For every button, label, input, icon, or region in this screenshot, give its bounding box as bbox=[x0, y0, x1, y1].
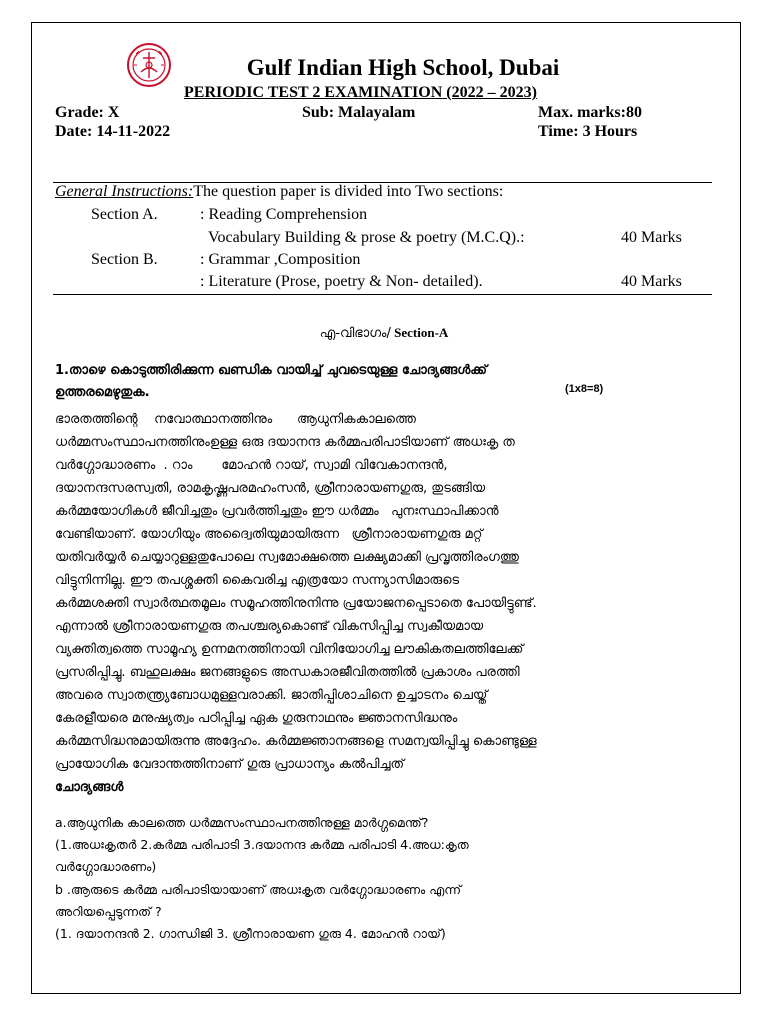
question-a-options: (1.അധഃകൃതർ 2.കർമ്മ പരിപാടി 3.ദയാനന്ദ കർമ്മ പരിപാടി 4.അധ:കൃത bbox=[55, 837, 469, 852]
passage-line: ധർമ്മസംസ്ഥാപനത്തിനുംഉള്ള ഒരു ദയാനന്ദ കർമ്മപരിപാടിയാണ് അധഃകൃ ത bbox=[55, 435, 515, 450]
exam-title: PERIODIC TEST 2 EXAMINATION (2022 – 2023) bbox=[184, 84, 537, 101]
passage-line: വിട്ടുനിന്നില്ല. ഈ തപശ്ശക്തി കൈവരിച്ച എത്രയോ സന്ന്യാസിമാരുടെ bbox=[55, 573, 460, 588]
question-1-marks: (1x8=8) bbox=[565, 383, 604, 395]
grade: Grade: X bbox=[55, 104, 120, 121]
passage bbox=[55, 408, 717, 776]
question-b-options: (1. ദയാനന്ദൻ 2. ഗാന്ധിജി 3. ശ്രീനാരായണ ഗുരു 4. മോഹൻ റായ്) bbox=[55, 926, 446, 941]
question-1 bbox=[55, 360, 655, 404]
question-b-text: b .ആരുടെ കർമ്മ പരിപാടിയായാണ് അധഃകൃത വർഗ്ഗോദ്ധാരണം എന്ന് bbox=[55, 882, 462, 897]
passage-line: ദയാനന്ദസരസ്വതി, രാമകൃഷ്ണപരമഹംസൻ, ശ്രീനാരായണഗുരു, തുടങ്ങിയ bbox=[55, 481, 486, 496]
instructions-heading: General Instructions: bbox=[55, 183, 194, 200]
section-b-line1: : Grammar ,Composition bbox=[200, 251, 361, 268]
question-a-text: a.ആധുനിക കാലത്തെ ധർമ്മസംസ്ഥാപനത്തിനുള്ള മാർഗ്ഗമെന്ത്? bbox=[55, 815, 429, 830]
question-b bbox=[55, 879, 695, 945]
section-a-marks: 40 Marks bbox=[621, 229, 682, 246]
section-a-line2: Vocabulary Building & prose & poetry (M.C.Q).: bbox=[208, 229, 525, 246]
passage-line: വേണ്ടിയാണ്. യോഗിയും അദ്വൈതിയുമായിരുന്ന ശ്രീനാരായണഗുരു മറ്റ് bbox=[55, 527, 483, 542]
passage-line: കേരളീയരെ മനുഷ്യത്വം പഠിപ്പിച്ച ഏക ഗുരുനാഥനും ജ്ഞാനസിദ്ധനും bbox=[55, 711, 458, 726]
passage-line: അവരെ സ്വാതന്ത്ര്യബോധമുള്ളവരാക്കി. ജാതിപ്പിശാചിനെ ഉച്ചാടനം ചെയ്ത് bbox=[55, 688, 488, 703]
passage-line: വർഗ്ഗോദ്ധാരണം . റാം മോഹൻ റായ്, സ്വാമി വിവേകാനന്ദൻ, bbox=[55, 458, 448, 473]
question-1-line2: ഉത്തരമെഴുതുക. bbox=[55, 385, 150, 400]
instructions-intro: The question paper is divided into Two sections: bbox=[193, 183, 504, 200]
passage-line: കർമ്മസിദ്ധനുമായിരുന്നു അദ്ദേഹം. കർമ്മജ്ഞാനങ്ങളെ സമന്വയിപ്പിച്ചു കൊണ്ടുള്ള bbox=[55, 734, 537, 749]
passage-line: വ്യക്തിത്വത്തെ സാമൂഹ്യ ഉന്നമനത്തിനായി വിനിയോഗിച്ച ലൗകികതലത്തിലേക്ക് bbox=[55, 642, 524, 657]
section-a-heading bbox=[0, 325, 768, 341]
divider-bottom bbox=[53, 294, 712, 295]
passage-line: കർമ്മയോഗികൾ ജീവിച്ചതും പ്രവർത്തിച്ചതും ഈ ധർമ്മം പുനഃസ്ഥാപിക്കാൻ bbox=[55, 504, 499, 519]
passage-line: എന്നാൽ ശ്രീനാരായണഗുരു തപശ്ചര്യകൊണ്ട് വികസിപ്പിച്ച സ്വകീയമായ bbox=[55, 619, 484, 634]
passage-line: കർമ്മശക്തി സ്വാർത്ഥതമൂലം സമൂഹത്തിനുനിന്നു പ്രയോജനപ്പെടാതെ പോയിട്ടുണ്ട്. bbox=[55, 596, 537, 611]
passage-line: പ്രായോഗിക വേദാന്തത്തിനാണ് ഗുരു പ്രാധാന്യം കൽപിച്ചത് bbox=[55, 757, 405, 772]
section-b-marks: 40 Marks bbox=[621, 273, 682, 290]
section-a-heading-en: Section-A bbox=[394, 325, 449, 340]
question-a bbox=[55, 812, 695, 878]
subject: Sub: Malayalam bbox=[302, 104, 416, 121]
instructions-line bbox=[55, 183, 503, 201]
passage-line: പ്രസരിപ്പിച്ചു. ബഹുലക്ഷം ജനങ്ങളുടെ അന്ധകാരജീവിതത്തിൽ പ്രകാശം പരത്തി bbox=[55, 665, 520, 680]
questions-label: ചോദ്യങ്ങൾ bbox=[55, 780, 124, 795]
section-a-line1: : Reading Comprehension bbox=[200, 206, 368, 223]
exam-time: Time: 3 Hours bbox=[538, 123, 638, 140]
section-b-line2: : Literature (Prose, poetry & Non- detailed). bbox=[200, 273, 483, 290]
question-a-options-cont: വർഗ്ഗോദ്ധാരണം) bbox=[55, 859, 157, 874]
section-b-label: Section B. bbox=[91, 251, 158, 268]
section-a-heading-ml: എ-വിഭാഗം/ bbox=[319, 326, 391, 341]
max-marks: Max. marks:80 bbox=[538, 104, 642, 121]
passage-line: യതിവർയ്യർ ചെയ്യാറുള്ളതുപോലെ സ്വമോക്ഷത്തെ ലക്ഷ്യമാക്കി പ്രവൃത്തിരംഗത്തു bbox=[55, 550, 519, 565]
school-name: Gulf Indian High School, Dubai bbox=[246, 55, 560, 80]
passage-line: ഭാരതത്തിന്റെ നവോത്ഥാനത്തിനും ആധുനികകാലത്തെ bbox=[55, 412, 416, 427]
question-1-line1: 1.താഴെ കൊടുത്തിരിക്കുന്ന ഖണ്ഡിക വായിച്ച് ചുവടെയുള്ള ചോദ്യങ്ങൾക്ക് bbox=[55, 363, 487, 378]
exam-date: Date: 14-11-2022 bbox=[55, 123, 171, 140]
question-b-text-cont: അറിയപ്പെടുന്നത് ? bbox=[55, 904, 162, 919]
section-a-label: Section A. bbox=[91, 206, 158, 223]
